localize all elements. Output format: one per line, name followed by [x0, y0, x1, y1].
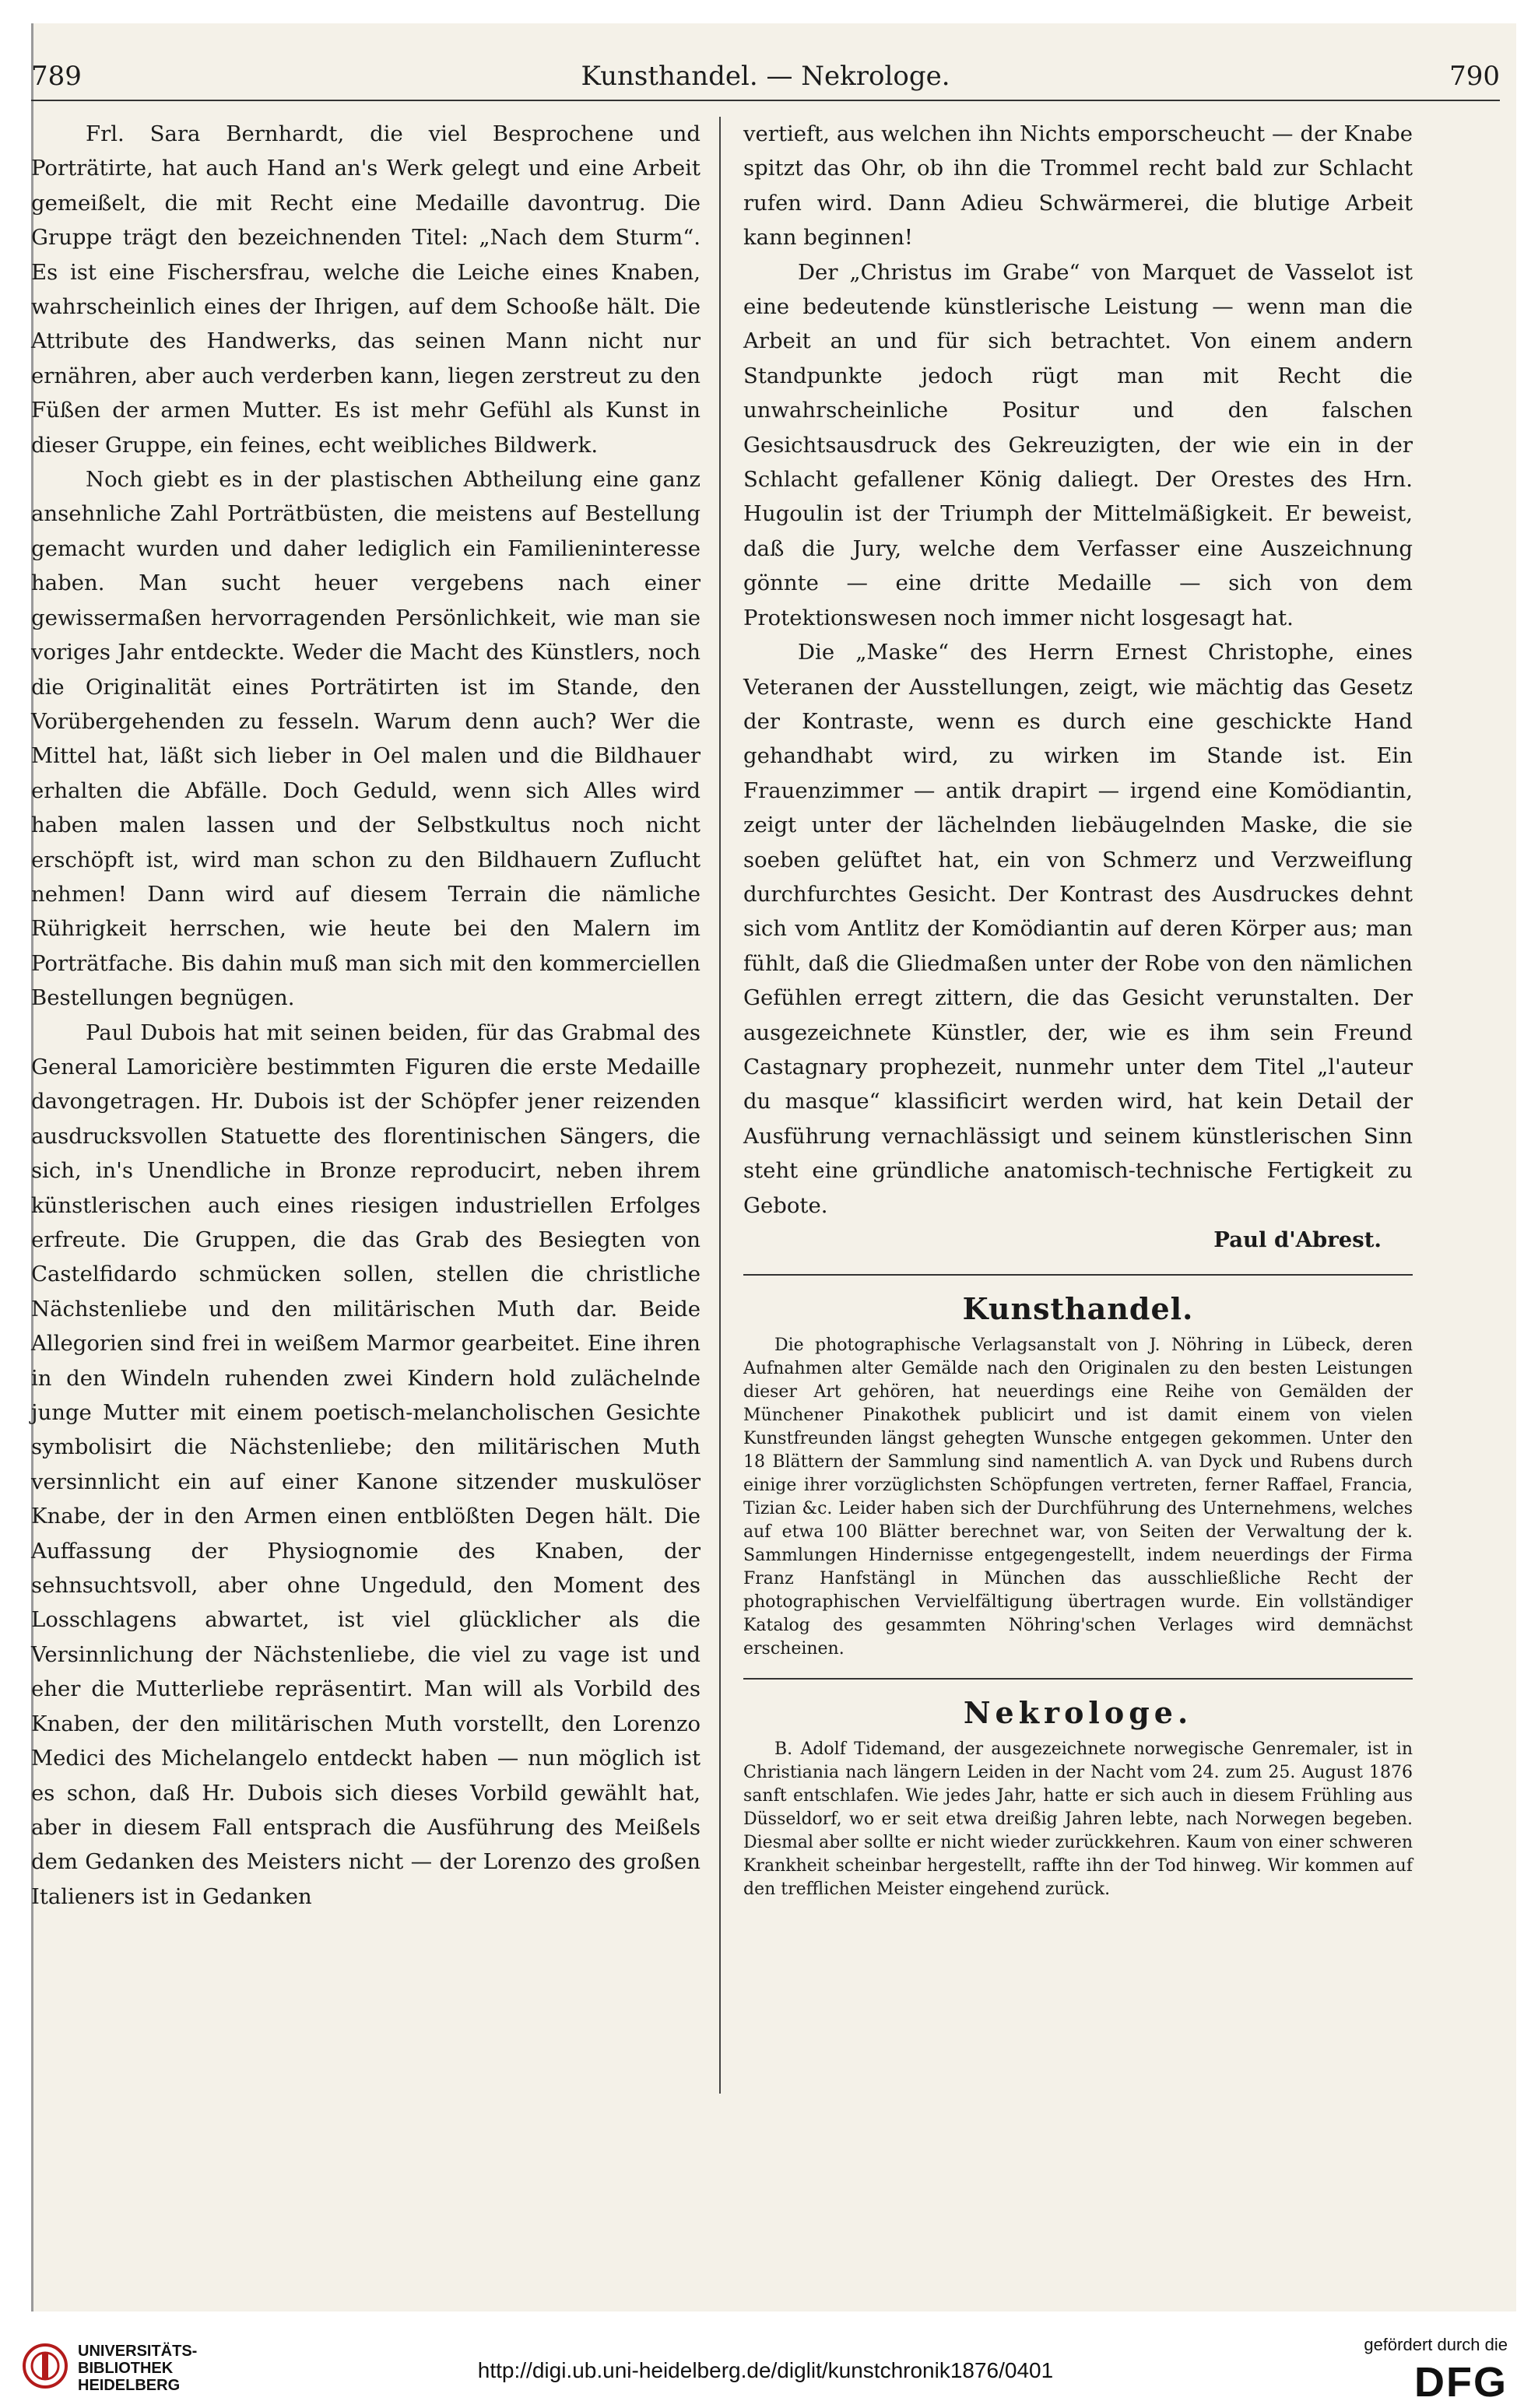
page-number-right: 790: [1449, 61, 1500, 92]
running-title: Kunsthandel. — Nekrologe.: [581, 61, 950, 92]
institution-line: HEIDELBERG: [78, 2377, 181, 2394]
header-rule: [31, 100, 1500, 101]
section-rule: [743, 1678, 1413, 1680]
left-column: [31, 117, 701, 1914]
nekrologe-section: [743, 1738, 1413, 1901]
column-divider: [719, 117, 721, 2094]
page-header: [31, 37, 1500, 92]
footer-bar: [0, 2327, 1531, 2408]
paragraph: Noch giebt es in der plastischen Abtheilung eine ganz ansehnliche Zahl Porträtbüsten, die meistens auf Bestellung gemacht wurden und daher lediglich ein Familieninteresse haben. Man sucht heuer vergebens nach einer gewissermaßen hervorragenden Persönlichkeit, wie man sie voriges Jahr entdeckte. Weder die Macht des Künstlers, noch die Originalität eines Porträtirten ist im Stande, den Vorübergehenden zu fesseln. Warum denn auch? Wer die Mittel hat, läßt sich lieber in Oel malen und die Bildhauer erhalten die Abfälle. Doch Geduld, wenn sich Alles wird haben malen lassen und der Selbstkultus noch nicht erschöpft ist, wird man schon zu den Bildhauern Zuflucht nehmen! Dann wird auf diesem Terrain die nämliche Rührigkeit herrschen, wie heute bei den Malern im Porträtfache. Bis dahin muß man sich mit den kommerciellen Bestellungen begnügen.: [31, 467, 701, 1011]
dfg-logo: DFG: [1414, 2359, 1508, 2406]
section-title-nekrologe: Nekrologe.: [963, 1695, 1193, 1731]
funded-by-label: gefördert durch die: [1364, 2335, 1508, 2354]
paragraph: B. Adolf Tidemand, der ausgezeichnete norwegische Genremaler, ist in Christiania nach längern Leiden in der Nacht vom 24. zum 25. August 1876 sanft entschlafen. Wie jedes Jahr, hatte er sich auch in diesem Frühling aus Düsseldorf, wo er seit etwa dreißig Jahren lebte, nach Norwegen begeben. Diesmal aber sollte er nicht wieder zurückkehren. Kaum von einer schweren Krankheit scheinbar hergestellt, raffte ihn der Tod hinweg. Wir kommen auf den trefflichen Meister eingehend zurück.: [743, 1739, 1413, 1900]
paragraph: Paul Dubois hat mit seinen beiden, für das Grabmal des General Lamoricière bestimmten Figuren die erste Medaille davongetragen. Hr. Dubois ist der Schöpfer jener reizenden ausdrucksvollen Statuette des florentinischen Sängers, die sich, in's Unendliche in Bronze reproducirt, neben ihrem künstlerischen auch eines riesigen industriellen Erfolges erfreute. Die Gruppen, die das Grab des Besiegten von Castelfidardo schmücken sollen, stellen die christliche Nächstenliebe und den militärischen Muth dar. Beide Allegorien sind frei in weißem Marmor gearbeitet. Eine ihren in den Windeln ruhenden zwei Kindern hold zulächelnde junge Mutter mit einem poetisch-melancholischen Gesichte symbolisirt die Nächstenliebe; den militärischen Muth versinnlicht ein auf einer Kanone sitzender muskulöser Knabe, der in den Armen einen entblößten Degen hält. Die Auffassung der Physiognomie des Knaben, der sehnsuchtsvoll, aber ohne Ungeduld, den Moment des Losschlagens abwartet, ist viel glücklicher als die Versinnlichung der Nächstenliebe, die viel zu vage ist und eher die Mutterliebe repräsentirt. Man will als Vorbild des Knaben, der den militärischen Muth vorstellt, den Lorenzo Medici des Michelangelo entdeckt haben — nun möglich ist es schon, daß Hr. Dubois sich dieses Vorbild gewählt hat, aber in diesem Fall entsprach die Ausführung des Meißels dem Gedanken des Meisters nicht — der Lorenzo des großen Italieners ist in Gedanken: [31, 1020, 701, 1909]
section-title-kunsthandel: Kunsthandel.: [962, 1291, 1194, 1327]
paragraph: Die photographische Verlagsanstalt von J. Nöhring in Lübeck, deren Aufnahmen alter Gemälde nach den Originalen zu den besten Leistungen dieser Art gehören, hat neuerdings eine Reihe von Gemälden der Münchener Pinakothek publicirt und ist damit einem von vielen Kunstfreunden längst gehegten Wunsche entgegen gekommen. Unter den 18 Blättern der Sammlung sind namentlich A. van Dyck und Rubens durch einige ihrer vorzüglichsten Schöpfungen vertreten, ferner Raffael, Francia, Tizian &c. Leider haben sich der Durchführung des Unternehmens, welches auf etwa 100 Blätter berechnet war, von Seiten der Verwaltung der k. Sammlungen Hindernisse entgegengestellt, indem neuerdings der Firma Franz Hanfstängl in München das ausschließliche Recht der photographischen Vervielfältigung übertragen wurde. Ein vollständiger Katalog des gesammten Nöhring'schen Verlages wird demnächst erscheinen.: [743, 1336, 1413, 1659]
paragraph: Der „Christus im Grabe“ von Marquet de Vasselot ist eine bedeutende künstlerische Leistung — wenn man die Arbeit an und für sich betrachtet. Von einem andern Standpunkte jedoch rügt man mit Recht die unwahrscheinliche Positur und den falschen Gesichtsausdruck des Gekreuzigten, der wie ein in der Schlacht gefallener König daliegt. Der Orestes des Hrn. Hugoulin ist der Triumph der Mittelmäßigkeit. Er beweist, daß die Jury, welche dem Verfasser eine Auszeichnung gönnte — eine dritte Medaille — sich von dem Protektionswesen noch immer nicht losgesagt hat.: [743, 259, 1413, 630]
paragraph: vertieft, aus welchen ihn Nichts emporscheucht — der Knabe spitzt das Ohr, ob ihn die Trommel recht bald zur Schlacht rufen wird. Dann Adieu Schwärmerei, die blutige Arbeit kann beginnen!: [743, 121, 1413, 251]
right-column: [743, 117, 1413, 1901]
author-signature: Paul d'Abrest.: [1213, 1227, 1382, 1252]
institution-line: UNIVERSITÄTS-: [78, 2343, 198, 2360]
paragraph: Frl. Sara Bernhardt, die viel Besprochene und Porträtirte, hat auch Hand an's Werk gelegt und eine Arbeit gemeißelt, die mit Recht eine Medaille davontrug. Die Gruppe trägt den bezeichnenden Titel: „Nach dem Sturm“. Es ist eine Fischersfrau, welche die Leiche eines Knaben, wahrscheinlich eines der Ihrigen, auf dem Schooße hält. Die Attribute des Handwerks, das seinen Mann nicht nur ernähren, aber auch verderben kann, liegen zerstreut zu den Füßen der armen Mutter. Es ist mehr Gefühl als Kunst in dieser Gruppe, ein feines, echt weibliches Bildwerk.: [31, 121, 701, 458]
paragraph: Die „Maske“ des Herrn Ernest Christophe, eines Veteranen der Ausstellungen, zeigt, wie mächtig das Gesetz der Kontraste, wenn es durch eine geschickte Hand gehandhabt wird, zu wirken im Stande ist. Ein Frauenzimmer — antik drapirt — irgend eine Komödiantin, zeigt unter der lächelnden liebäugelnden Maske, die sie soeben gelüftet hat, ein von Schmerz und Verzweiflung durchfurchtes Gesicht. Der Kontrast des Ausdruckes dehnt sich vom Antlitz der Komödiantin auf deren Körper aus; man fühlt, daß die Gliedmaßen unter der Robe von den nämlichen Gefühlen erregt zittern, die das Gesicht verunstalten. Der ausgezeichnete Künstler, der, wie es ihm sein Freund Castagnary prophezeit, nunmehr unter dem Titel „l'auteur du masque“ klassificirt werden wird, hat kein Detail der Ausführung vernachlässigt und seinem künstlerischen Sinn steht eine gründliche anatomisch-technische Fertigkeit zu Gebote.: [743, 640, 1413, 1218]
permalink-url[interactable]: http://digi.ub.uni-heidelberg.de/diglit/kunstchronik1876/0401: [477, 2358, 1054, 2382]
section-rule: [743, 1274, 1413, 1276]
page-number-left: 789: [31, 61, 82, 92]
institution-line: BIBLIOTHEK: [78, 2360, 174, 2377]
kunsthandel-section: [743, 1334, 1413, 1661]
